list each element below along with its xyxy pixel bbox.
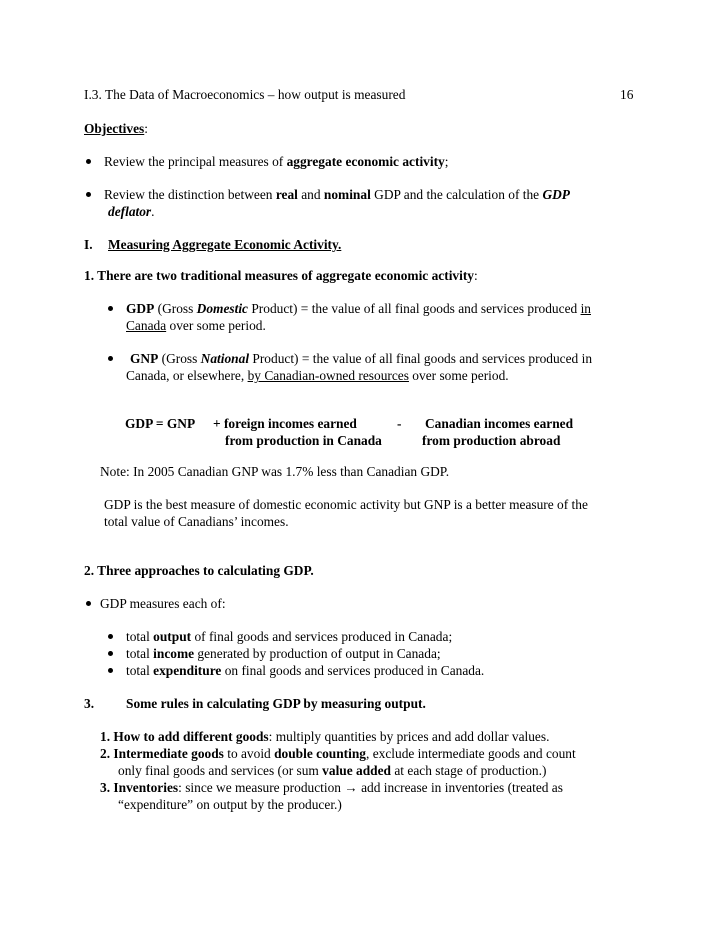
point-1-heading bbox=[84, 267, 478, 284]
point-3-heading: Some rules in calculating GDP by measuring output. bbox=[126, 696, 426, 711]
rule-1-number: 1. bbox=[100, 729, 111, 744]
point-2-intro: GDP measures each of: bbox=[100, 596, 226, 611]
objective-1-end: ; bbox=[444, 154, 449, 169]
rule-1 bbox=[100, 728, 549, 745]
bullet-icon bbox=[108, 356, 113, 361]
objective-2-gdp: GDP bbox=[542, 187, 570, 202]
objective-1-bold: aggregate economic activity bbox=[286, 154, 445, 169]
formula-plus-term: + foreign incomes earned bbox=[213, 416, 357, 431]
gnp-term: GNP bbox=[130, 351, 159, 366]
rule-2-text-a: to avoid bbox=[223, 746, 275, 761]
point-1-colon: : bbox=[473, 268, 478, 283]
objective-item-2-line2 bbox=[108, 203, 155, 220]
rule-3-text: : since we measure production → add increase in inventories (treated as bbox=[178, 780, 563, 795]
gnp-definition-text: Product) = the value of all final goods and services produced in bbox=[249, 351, 593, 366]
formula-sub2: from production abroad bbox=[422, 433, 561, 448]
approach-3-bold: expenditure bbox=[153, 663, 222, 678]
rule-3-number: 3. bbox=[100, 780, 111, 795]
objective-2-and: and bbox=[297, 187, 324, 202]
point-3-number: 3. bbox=[84, 696, 95, 711]
approach-1-bold: output bbox=[153, 629, 192, 644]
formula-lhs: GDP = GNP bbox=[125, 416, 196, 431]
paragraph-line2: total value of Canadians’ incomes. bbox=[104, 514, 289, 529]
approach-1-pre: total bbox=[126, 629, 154, 644]
approach-2-post: generated by production of output in Canada; bbox=[194, 646, 441, 661]
gdp-definition bbox=[126, 300, 591, 317]
point-1-heading-text: 1. There are two traditional measures of aggregate economic activity bbox=[84, 268, 474, 283]
rule-1-text: : multiply quantities by prices and add dollar values. bbox=[268, 729, 550, 744]
objectives-colon: : bbox=[144, 121, 148, 136]
gdp-domestic: Domestic bbox=[196, 301, 248, 316]
point-2-heading: 2. Three approaches to calculating GDP. bbox=[84, 563, 314, 578]
objective-2-nominal: nominal bbox=[323, 187, 371, 202]
gdp-canada: Canada bbox=[126, 318, 167, 333]
gnp-gross: (Gross bbox=[158, 351, 201, 366]
approach-1-post: of final goods and services produced in Canada; bbox=[191, 629, 453, 644]
rule-3-bold: Inventories bbox=[113, 780, 179, 795]
note-text: Note: In 2005 Canadian GNP was 1.7% less than Canadian GDP. bbox=[100, 464, 450, 479]
objective-2-text-2: GDP and the calculation of the bbox=[370, 187, 543, 202]
objective-item-2 bbox=[104, 186, 570, 203]
bullet-icon bbox=[108, 668, 113, 673]
approach-item-expenditure bbox=[126, 662, 484, 679]
section-heading: Measuring Aggregate Economic Activity. bbox=[108, 237, 342, 252]
approach-item-income bbox=[126, 645, 441, 662]
objective-2-deflator: deflator bbox=[108, 204, 152, 219]
page-header-title: I.3. The Data of Macroeconomics – how output is measured bbox=[84, 87, 406, 102]
gdp-definition-line2 bbox=[126, 317, 266, 334]
page-number: 16 bbox=[620, 87, 634, 102]
objective-item-1 bbox=[104, 153, 448, 170]
bullet-icon bbox=[86, 159, 91, 164]
rule-3 bbox=[100, 779, 563, 796]
gnp-definition-line2 bbox=[126, 367, 509, 384]
approach-2-bold: income bbox=[153, 646, 195, 661]
rule-2-bold: Intermediate goods bbox=[113, 746, 224, 761]
objectives-heading bbox=[84, 120, 148, 137]
gdp-period: over some period. bbox=[166, 318, 266, 333]
rule-2-line2-pre: only final goods and services (or sum bbox=[118, 763, 323, 778]
objectives-heading-text: Objectives bbox=[84, 121, 145, 136]
rule-2-bold2: double counting bbox=[274, 746, 366, 761]
rule-2-number: 2. bbox=[100, 746, 111, 761]
gnp-canadian-owned: by Canadian-owned resources bbox=[247, 368, 409, 383]
gnp-line2-text: Canada, or elsewhere, bbox=[126, 368, 248, 383]
gdp-definition-text: Product) = the value of all final goods and services produced bbox=[248, 301, 581, 316]
objective-2-period: . bbox=[151, 204, 155, 219]
approach-2-pre: total bbox=[126, 646, 154, 661]
gnp-period: over some period. bbox=[408, 368, 509, 383]
approach-item-output bbox=[126, 628, 452, 645]
gdp-gross: (Gross bbox=[154, 301, 197, 316]
formula-sub1: from production in Canada bbox=[225, 433, 382, 448]
rule-3-line2: “expenditure” on output by the producer.) bbox=[118, 797, 342, 812]
section-numeral: I. bbox=[84, 237, 93, 252]
rule-1-bold: How to add different goods bbox=[113, 729, 269, 744]
formula-minus: - bbox=[397, 416, 402, 431]
rule-2 bbox=[100, 745, 576, 762]
bullet-icon bbox=[108, 651, 113, 656]
gnp-definition bbox=[130, 350, 592, 367]
objective-1-text: Review the principal measures of bbox=[104, 154, 287, 169]
gdp-in: in bbox=[580, 301, 591, 316]
gnp-national: National bbox=[200, 351, 250, 366]
bullet-icon bbox=[108, 306, 113, 311]
paragraph-line1: GDP is the best measure of domestic economic activity but GNP is a better measure of the bbox=[104, 497, 588, 512]
objective-2-real: real bbox=[275, 187, 298, 202]
rule-2-line2 bbox=[118, 762, 546, 779]
approach-3-post: on final goods and services produced in Canada. bbox=[221, 663, 485, 678]
bullet-icon bbox=[86, 192, 91, 197]
formula-minus-term: Canadian incomes earned bbox=[425, 416, 574, 431]
rule-2-line2-bold: value added bbox=[322, 763, 392, 778]
approach-3-pre: total bbox=[126, 663, 154, 678]
rule-2-text-b: , exclude intermediate goods and count bbox=[366, 746, 576, 761]
gdp-term: GDP bbox=[126, 301, 155, 316]
bullet-icon bbox=[108, 634, 113, 639]
bullet-icon bbox=[86, 601, 91, 606]
rule-2-line2-post: at each stage of production.) bbox=[391, 763, 547, 778]
objective-2-text: Review the distinction between bbox=[104, 187, 276, 202]
